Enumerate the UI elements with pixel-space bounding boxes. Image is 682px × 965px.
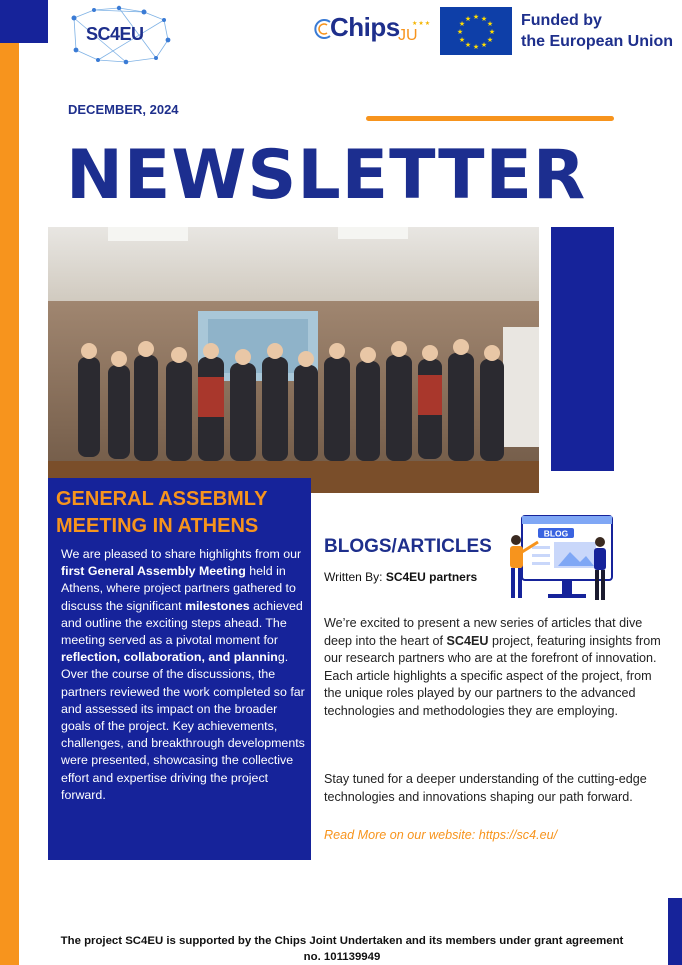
svg-text:★: ★ <box>472 43 480 51</box>
footer-line-2: no. 101139949 <box>303 951 381 963</box>
eu-funding-text <box>521 10 673 52</box>
general-assembly-title <box>56 486 306 540</box>
page-title: NEWSLETTER <box>66 136 587 215</box>
svg-text:★: ★ <box>480 41 488 49</box>
stay-tuned-text: Stay tuned for a deeper understanding of the cutting-edge technologies and innovations shaping our path forward. <box>324 772 647 804</box>
blog-illustration-icon <box>508 512 618 610</box>
eu-flag-icon <box>440 7 512 55</box>
svg-text:★: ★ <box>480 15 488 23</box>
blogs-title: BLOGS/ARTICLES <box>324 536 492 557</box>
ga-title-line-1: GENERAL ASSEBMLY <box>56 488 268 510</box>
written-by-label: Written By: <box>324 570 383 584</box>
footer-line-1: The project SC4EU is supported by the Chips Joint Undertaken and its members under grant agreement <box>60 935 624 947</box>
svg-text:★: ★ <box>472 13 480 21</box>
written-by-author: SC4EU partners <box>385 570 478 584</box>
ga-text-3: achieved and outline the exciting steps ahead. The meeting served as a pivotal moment for <box>61 598 303 648</box>
top-navy-block <box>0 0 48 43</box>
blog-intro-text <box>324 615 664 721</box>
ga-bold-1: first General Assembly Meeting <box>61 564 246 579</box>
chips-logo-text: Chips <box>330 12 400 42</box>
blog-text-2: project, featuring insights from our research partners who are at the forefront of innovation. Each article highlights a specific aspect of the project, from the unique roles played by our partners to the advanced technologies and methodologies they are employing. <box>324 633 661 718</box>
group-photo <box>48 227 539 493</box>
blog-bold: SC4EU <box>446 633 489 648</box>
orange-divider <box>366 116 614 121</box>
footer-grant-text <box>20 933 664 965</box>
sc4eu-logo <box>64 4 176 66</box>
svg-text:★: ★ <box>458 20 466 28</box>
svg-text:★: ★ <box>464 15 472 23</box>
ga-bold-3: reflection, collaboration, and plannin <box>61 650 278 665</box>
written-by <box>324 570 477 584</box>
svg-text:★: ★ <box>456 28 464 36</box>
ga-title-line-2: MEETING IN ATHENS <box>56 515 259 537</box>
ga-text-1: We are pleased to share highlights from our <box>61 547 302 561</box>
chips-ju-text: JU <box>398 27 418 44</box>
ga-bold-2: milestones <box>184 598 250 613</box>
blog-text-1: We’re excited to present a new series of articles that dive deep into the heart of <box>324 616 643 648</box>
svg-text:★: ★ <box>486 36 494 44</box>
chips-ju-logo <box>314 12 434 52</box>
svg-text:★: ★ <box>488 28 496 36</box>
ga-text-4: g. Over the course of the discussions, the partners reviewed the work completed so far and assessed its impact on the broader goals of the project. Key achievements, challenges, and breakthrough developments were presented, showcasing the collective effort and expertise driving the project forward. <box>61 650 305 802</box>
sc4eu-logo-text: SC4EU <box>86 24 144 44</box>
blog-illustration-label: BLOG <box>543 528 569 539</box>
right-navy-block <box>551 227 614 471</box>
issue-date: DECEMBER, 2024 <box>68 102 179 117</box>
bottom-navy-bar <box>668 898 682 965</box>
svg-text:★: ★ <box>464 41 472 49</box>
chips-stars-icon: ★★★ <box>412 21 432 27</box>
read-more-link[interactable]: Read More on our website: https://sc4.eu/ <box>324 828 558 842</box>
left-orange-bar <box>0 0 19 965</box>
svg-text:★: ★ <box>458 36 466 44</box>
ga-text-2: held in Athens, where project partners gathered to discuss the significant <box>61 564 296 613</box>
funding-line-2: the European Union <box>521 33 673 50</box>
funding-line-1: Funded by <box>521 12 602 29</box>
svg-text:★: ★ <box>486 20 494 28</box>
general-assembly-text <box>61 546 305 804</box>
